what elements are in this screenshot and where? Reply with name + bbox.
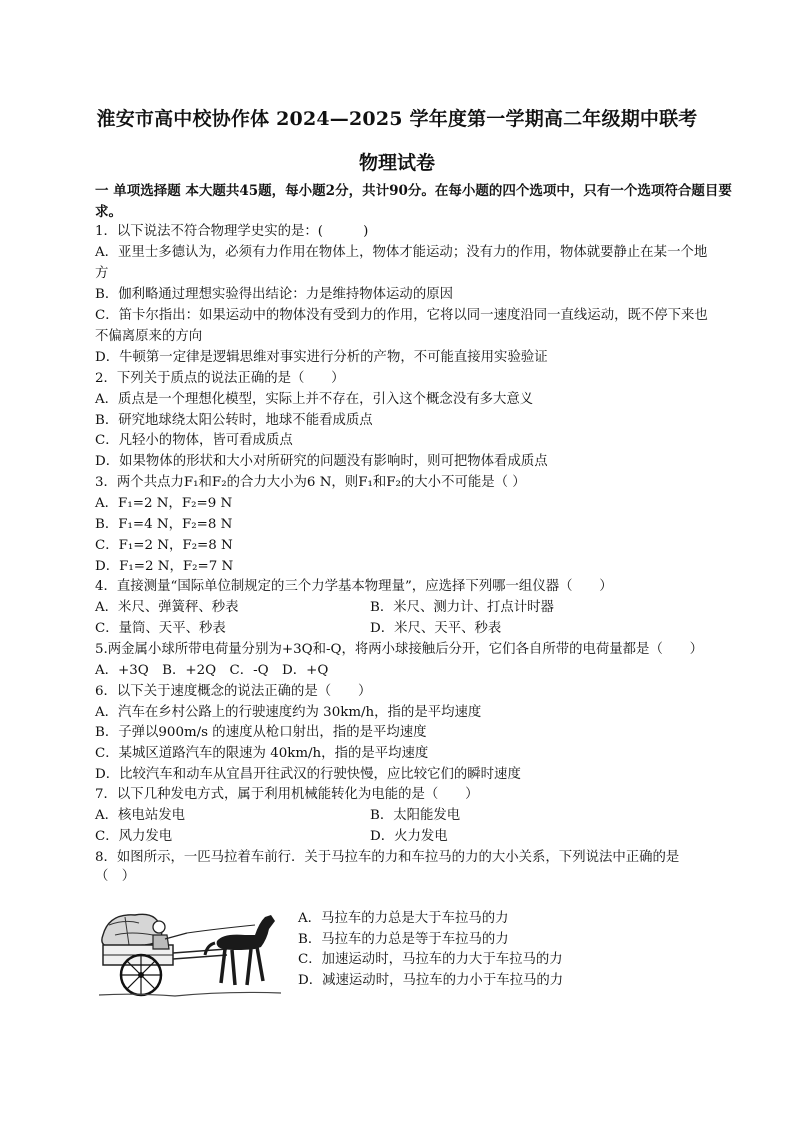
q8-option-a: A．马拉车的力总是大于车拉马的力 <box>298 911 509 926</box>
exam-subtitle: 物理试卷 <box>358 152 435 174</box>
q1-option-c-line2: 不偏离原来的方向 <box>95 329 203 344</box>
q2-option-d: D．如果物体的形状和大小对所研究的问题没有影响时，则可把物体看成质点 <box>95 454 548 469</box>
q2-option-c: C．凡轻小的物体，皆可看成质点 <box>95 433 293 448</box>
q1-stem: 1．以下说法不符合物理学史实的是：( ) <box>95 224 369 239</box>
q7-option-b: B．太阳能发电 <box>370 808 461 823</box>
q4-option-a: A．米尺、弹簧秤、秒表 <box>95 600 239 615</box>
q3-option-b: B．F₁=4 N，F₂=8 N <box>95 517 233 532</box>
q8-option-b: B．马拉车的力总是等于车拉马的力 <box>298 932 509 947</box>
q8-option-c: C．加速运动时，马拉车的力大于车拉马的力 <box>298 952 563 967</box>
q5-stem: 5.两金属小球所带电荷量分别为+3Q和-Q，将两小球接触后分开，它们各自所带的电荷量都是（ ） <box>95 642 704 657</box>
q5-options: A．+3Q B．+2Q C．-Q D．+Q <box>95 663 329 678</box>
q8-stem-line2: （ ） <box>95 869 136 884</box>
q3-option-c: C．F₁=2 N，F₂=8 N <box>95 538 233 553</box>
q8-option-d: D．减速运动时，马拉车的力小于车拉马的力 <box>298 973 564 988</box>
q3-stem: 3．两个共点力F₁和F₂的合力大小为6 N，则F₁和F₂的大小不可能是（ ） <box>95 475 526 490</box>
exam-title: 淮安市高中校协作体 2024—2025 学年度第一学期高二年级期中联考 <box>96 108 698 130</box>
q2-option-a: A．质点是一个理想化模型，实际上并不存在，引入这个概念没有多大意义 <box>95 392 534 407</box>
q7-option-a: A．核电站发电 <box>95 808 186 823</box>
q6-option-b: B．子弹以900m/s 的速度从枪口射出，指的是平均速度 <box>95 725 427 740</box>
q1-option-a-line2: 方 <box>95 266 109 281</box>
horse-cart-illustration <box>95 905 285 1000</box>
q1-option-c-line1: C．笛卡尔指出：如果运动中的物体没有受到力的作用，它将以同一速度沿同一直线运动，既不停下来也 <box>95 308 708 323</box>
q1-option-a-line1: A．亚里士多德认为，必须有力作用在物体上，物体才能运动；没有力的作用，物体就要静止在某一个地 <box>95 245 708 260</box>
q6-option-a: A．汽车在乡村公路上的行驶速度约为 30km/h，指的是平均速度 <box>95 705 482 720</box>
q1-option-d: D．牛顿第一定律是逻辑思维对事实进行分析的产物，不可能直接用实验验证 <box>95 350 548 365</box>
q7-option-c: C．风力发电 <box>95 829 173 844</box>
q2-stem: 2．下列关于质点的说法正确的是（ ） <box>95 371 345 386</box>
q3-option-d: D．F₁=2 N，F₂=7 N <box>95 559 234 574</box>
q1-option-b: B．伽利略通过理想实验得出结论：力是维持物体运动的原因 <box>95 287 453 302</box>
q4-option-c: C．量筒、天平、秒表 <box>95 621 226 636</box>
q6-stem: 6．以下关于速度概念的说法正确的是（ ） <box>95 684 372 699</box>
q7-stem: 7．以下几种发电方式，属于利用机械能转化为电能的是（ ） <box>95 787 479 802</box>
q4-option-b: B．米尺、测力计、打点计时器 <box>370 600 554 615</box>
q8-stem-line1: 8．如图所示，一匹马拉着车前行．关于马拉车的力和车拉马的力的大小关系，下列说法中正确的是 <box>95 850 680 865</box>
section-heading: 一 单项选择题 本大题共45题，每小题2分，共计90分。在每小题的四个选项中，只有一个选项符合题目要求。 <box>95 183 732 220</box>
q6-option-d: D．比较汽车和动车从宜昌开往武汉的行驶快慢，应比较它们的瞬时速度 <box>95 767 521 782</box>
q4-stem: 4．直接测量“国际单位制规定的三个力学基本物理量”，应选择下列哪一组仪器（ ） <box>95 579 613 594</box>
q3-option-a: A．F₁=2 N，F₂=9 N <box>95 496 233 511</box>
q2-option-b: B．研究地球绕太阳公转时，地球不能看成质点 <box>95 413 373 428</box>
q7-option-d: D．火力发电 <box>370 829 448 844</box>
q6-option-c: C．某城区道路汽车的限速为 40km/h，指的是平均速度 <box>95 746 429 761</box>
q4-option-d: D．米尺、天平、秒表 <box>370 621 502 636</box>
